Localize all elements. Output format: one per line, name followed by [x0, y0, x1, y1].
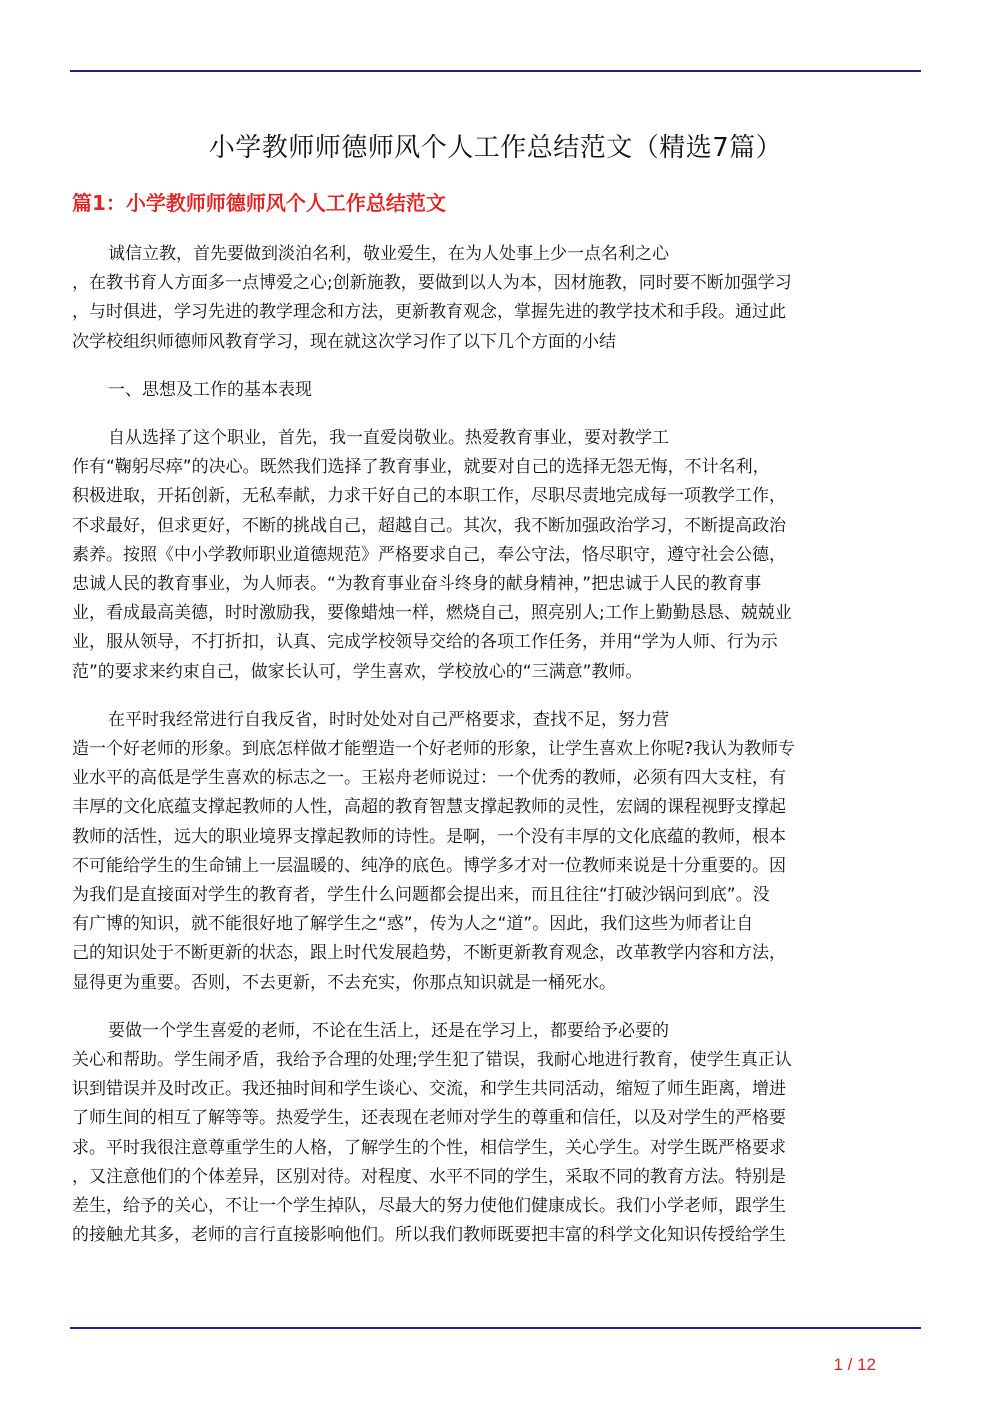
text-line: 识到错误并及时改正。我还抽时间和学生谈心、交流，和学生共同活动，缩短了师生距离，增进: [72, 1079, 786, 1100]
text-line: 范”的要求来约束自己，做家长认可，学生喜欢，学校放心的“三满意”教师。: [72, 661, 643, 682]
text-line: 的接触尤其多，老师的言行直接影响他们。所以我们教师既要把丰富的科学文化知识传授给学生: [72, 1225, 786, 1246]
text-line: 诚信立教，首先要做到淡泊名利，敬业爱生，在为人处事上少一点名利之心: [108, 244, 669, 264]
text-line: ，在教书育人方面多一点博爱之心;创新施教，要做到以人为本，因材施教，同时要不断加强学习: [72, 273, 792, 294]
text-line: 忠诚人民的教育事业，为人师表。“为教育事业奋斗终身的献身精神，”把忠诚于人民的教育事: [72, 574, 762, 595]
paragraph-4: [72, 1017, 920, 1251]
text-line: 素养。按照《中小学教师职业道德规范》严格要求自己，奉公守法，恪尽职守，遵守社会公德，: [72, 544, 786, 565]
text-line: 了师生间的相互了解等等。热爱学生，还表现在老师对学生的尊重和信任，以及对学生的严格要: [72, 1108, 786, 1129]
paragraph-2: [72, 424, 920, 687]
paragraph-1: [72, 240, 920, 357]
page-number: 1 / 12: [833, 1355, 876, 1374]
bottom-rule: [70, 1327, 921, 1329]
text-line: 不求最好，但求更好，不断的挑战自己，超越自己。其次，我不断加强政治学习，不断提高政治: [72, 515, 786, 536]
text-line: ，又注意他们的个体差异，区别对待。对程度、水平不同的学生，采取不同的教育方法。特别是: [72, 1166, 786, 1187]
text-line: 教师的活性，远大的职业境界支撑起教师的诗性。是啊，一个没有丰厚的文化底蕴的教师，根本: [72, 826, 786, 847]
text-line: 业，看成最高美德，时时激励我，要像蜡烛一样，燃烧自己，照亮别人;工作上勤勤恳恳、兢兢业: [72, 603, 792, 624]
text-line: 要做一个学生喜爱的老师，不论在生活上，还是在学习上，都要给予必要的: [108, 1020, 669, 1041]
text-line: 业水平的高低是学生喜欢的标志之一。王崧舟老师说过：一个优秀的教师，必须有四大支柱，有: [72, 768, 786, 789]
text-line: 自从选择了这个职业，首先，我一直爱岗敬业。热爱教育事业，要对教学工: [108, 428, 669, 449]
document-body: [72, 240, 920, 1270]
document-title: 小学教师师德师风个人工作总结范文（精选7篇）: [208, 133, 783, 163]
text-line: 在平时我经常进行自我反省，时时处处对自己严格要求，查找不足，努力营: [108, 709, 669, 730]
text-line: 关心和帮助。学生闹矛盾，我给予合理的处理;学生犯了错误，我耐心地进行教育，使学生真正认: [72, 1050, 792, 1071]
paragraph-3: [72, 706, 920, 998]
text-line: 造一个好老师的形象。到底怎样做才能塑造一个好老师的形象，让学生喜欢上你呢?我认为教师专: [72, 739, 796, 760]
text-line: 求。平时我很注意尊重学生的人格，了解学生的个性，相信学生，关心学生。对学生既严格要求: [72, 1137, 786, 1158]
text-line: 丰厚的文化底蕴支撑起教师的人性，高超的教育智慧支撑起教师的灵性，宏阔的课程视野支撑起: [72, 797, 786, 818]
text-line: 次学校组织师德师风教育学习，现在就这次学习作了以下几个方面的小结: [72, 331, 616, 352]
section-heading: 一、思想及工作的基本表现: [108, 379, 312, 400]
text-line: 不可能给学生的生命铺上一层温暖的、纯净的底色。博学多才对一位教师来说是十分重要的。因: [72, 855, 786, 876]
text-line: ，与时俱进，学习先进的教学理念和方法，更新教育观念，掌握先进的教学技术和手段。通过此: [72, 302, 786, 323]
text-line: 为我们是直接面对学生的教育者，学生什么问题都会提出来，而且往往“打破沙锅问到底”。没: [72, 885, 770, 906]
text-line: 积极进取，开拓创新，无私奉献，力求干好自己的本职工作，尽职尽责地完成每一项教学工作，: [72, 486, 786, 507]
text-line: 有广博的知识，就不能很好地了解学生之“惑”，传为人之“道”。因此，我们这些为师者让自: [72, 914, 754, 935]
top-rule: [70, 70, 921, 72]
text-line: 业，服从领导，不打折扣，认真、完成学校领导交给的各项工作任务，并用“学为人师、行为示: [72, 632, 778, 653]
section-subheading: 篇1：小学教师师德师风个人工作总结范文: [72, 191, 446, 215]
text-line: 差生，给予的关心，不让一个学生掉队，尽最大的努力使他们健康成长。我们小学老师，跟学生: [72, 1196, 786, 1217]
text-line: 己的知识处于不断更新的状态，跟上时代发展趋势，不断更新教育观念，改革教学内容和方法，: [72, 943, 786, 964]
text-line: 显得更为重要。否则，不去更新，不去充实，你那点知识就是一桶死水。: [72, 972, 616, 993]
text-line: 作有“鞠躬尽瘁”的决心。既然我们选择了教育事业，就要对自己的选择无怨无悔，不计名利，: [72, 457, 770, 478]
